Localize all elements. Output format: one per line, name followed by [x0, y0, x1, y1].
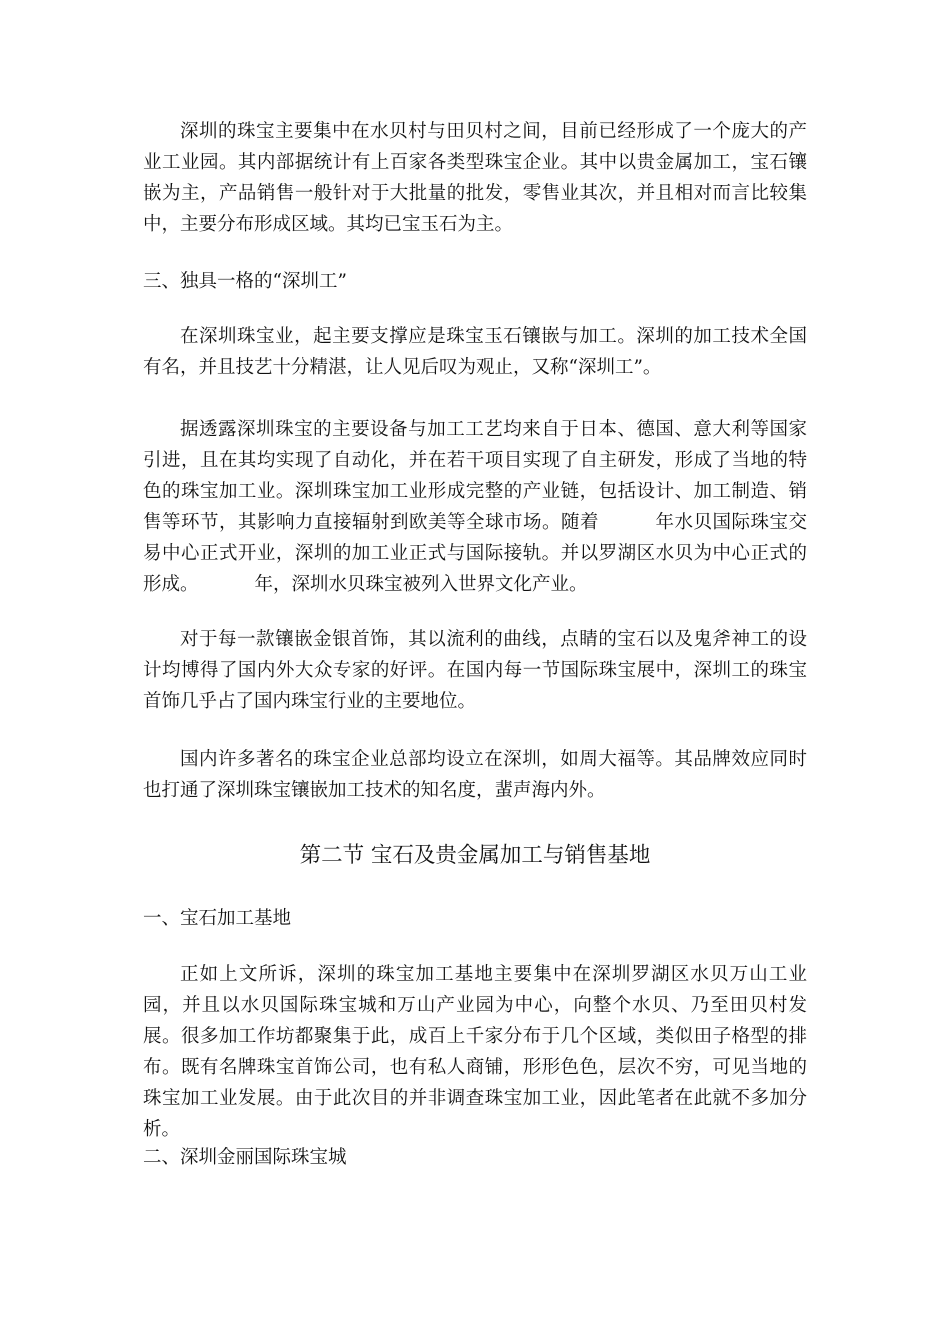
heading-jinli-jewelry-city: 二、深圳金丽国际珠宝城	[143, 1147, 347, 1168]
paragraph-processing-base: 正如上文所诉，深圳的珠宝加工基地主要集中在深圳罗湖区水贝万山工业园，并且以水贝国际珠宝城和万山产业园为中心，向整个水贝、乃至田贝村发展。很多加工作坊都聚集于此，成百上千家分布于几个区域，类似田子格型的排布。既有名牌珠宝首饰公司，也有私人商铺，形形色色，层次不穷，可见当地的珠宝加工业发展。由于此次目的并非调查珠宝加工业，因此笔者在此就不多加分析。	[143, 964, 807, 1140]
paragraph-inlay-processing: 在深圳珠宝业，起主要支撑应是珠宝玉石镶嵌与加工。深圳的加工技术全国有名，并且技艺十分精湛，让人见后叹为观止，又称“深圳工”。	[143, 326, 807, 378]
heading-gem-processing-base: 一、宝石加工基地	[143, 908, 292, 929]
paragraph-equipment-history-part2: 年水贝国际珠宝交易中心正式开业，深圳的加工业正式与国际接轨。并以罗湖区水贝为中心正式的形成。	[143, 512, 807, 595]
section-title: 第二节 宝石及贵金属加工与销售基地	[299, 843, 651, 868]
paragraph-jewelry-cluster: 深圳的珠宝主要集中在水贝村与田贝村之间，目前已经形成了一个庞大的产业工业园。其内部据统计有上百家各类型珠宝企业。其中以贵金属加工，宝石镶嵌为主，产品销售一般针对于大批量的批发，零售业其次，并且相对而言比较集中，主要分布形成区域。其均已宝玉石为主。	[143, 121, 807, 235]
paragraph-design-reputation: 对于每一款镶嵌金银首饰，其以流利的曲线，点睛的宝石以及鬼斧神工的设计均博得了国内外大众专家的好评。在国内每一节国际珠宝展中，深圳工的珠宝首饰几乎占了国内珠宝行业的主要地位。	[143, 629, 807, 712]
heading-shenzhen-craft: 三、独具一格的“深圳工”	[143, 271, 347, 292]
paragraph-equipment-history	[143, 414, 807, 600]
paragraph-brand-effect: 国内许多著名的珠宝企业总部均设立在深圳，如周大福等。其品牌效应同时也打通了深圳珠宝镶嵌加工技术的知名度，蜚声海内外。	[143, 749, 807, 801]
paragraph-equipment-history-part1: 据透露深圳珠宝的主要设备与加工工艺均来自于日本、德国、意大利等国家引进，且在其均实现了自动化，并在若干项目实现了自主研发，形成了当地的特色的珠宝加工业。深圳珠宝加工业形成完整的产业链，包括设计、加工制造、销售等环节，其影响力直接辐射到欧美等全球市场。随着	[143, 419, 807, 533]
paragraph-equipment-history-part3: 年，深圳水贝珠宝被列入世界文化产业。	[254, 574, 588, 595]
